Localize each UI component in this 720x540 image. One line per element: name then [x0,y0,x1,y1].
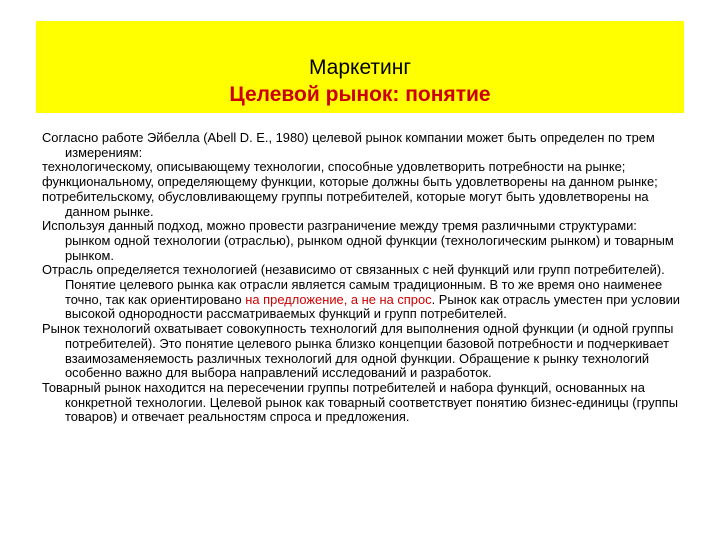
paragraph-technological: технологическому, описывающему технологии, способные удовлетворить потребности на рынке; [42,159,626,175]
paragraph-structures: Используя данный подход, можно провести разграничение между тремя различными структурами: рынком одной технологии (отраслью), рынком одной функции (технологическим рынком) и товарным рынком. [42,218,674,263]
paragraph-industry [42,263,684,322]
paragraph-technology-market: Рынок технологий охватывает совокупность технологий для выполнения одной функции (и одной группы потребителей). Это понятие целевого рынка близко концепции базовой потребности и подчеркивает взаимозаменяемость различных технологий для одной функции. Обращение к рынку технологий особенно важно для выбора направлений исследований и разработок. [42,321,674,381]
paragraph-industry-text-after: . Рынок как отрасль уместен при условии высокой однородности рассматриваемых функций и групп потребителей. [65,291,680,322]
slide-body [42,131,684,425]
paragraph-industry-highlight: на предложение, а не на спрос [245,291,432,307]
paragraph-industry-text-before: Отрасль определяется технологией (независимо от связанных с ней функций или групп потребителей). Понятие целевого рынка как отрасли является самым традиционным. В то же время оно наименее точно, так как ориентировано [42,262,665,307]
slide-title: Маркетинг [308,56,412,79]
slide-subtitle: Целевой рынок: понятие [229,83,491,106]
paragraph-intro: Согласно работе Эйбелла (Abell D. E., 1980) целевой рынок компании может быть определен по трем измерениям: [42,130,655,160]
paragraph-consumer: потребительскому, обусловливающему группы потребителей, которые могут быть удовлетворены на данном рынке. [42,188,649,219]
paragraph-functional: функциональному, определяющему функции, которые должны быть удовлетворены на данном рынке; [42,174,658,190]
paragraph-product-market: Товарный рынок находится на пересечении группы потребителей и набора функций, основанных на конкретной технологии. Целевой рынок как товарный соответствует понятию бизнес-единицы (группы товаров) и отвечает реальностям спроса и предложения. [42,379,678,425]
title-banner [36,21,684,113]
